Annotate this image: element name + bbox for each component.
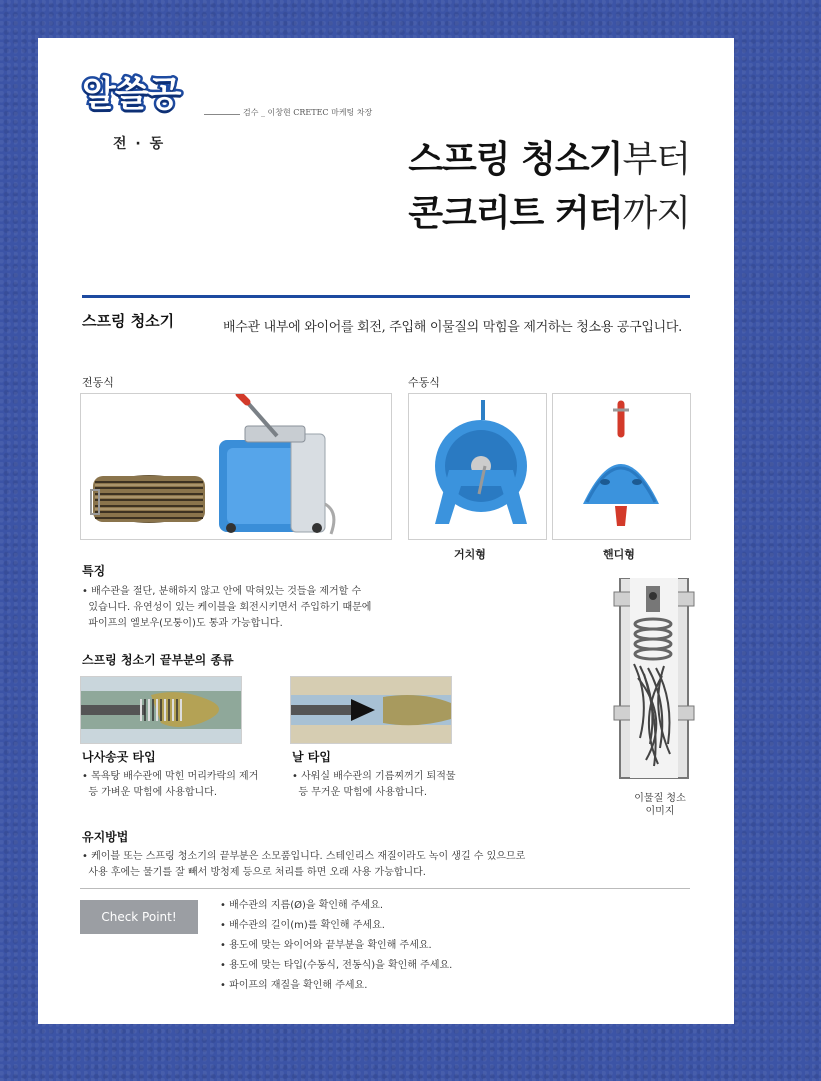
features-heading: 특징 [82,564,106,578]
page-title-line2 [408,193,690,234]
blade-tip-illustration [291,677,451,743]
blade-tip-image [290,676,452,744]
stand-type-image [408,393,547,540]
blue-machine-body-icon [219,394,334,534]
blade-tip-text [292,769,456,801]
screw-tip-title: 나사송곳 타입 [82,750,156,764]
debris-image-caption [610,792,710,818]
screw-tip-image [80,676,242,744]
electric-type-label: 전동식 [82,376,114,389]
blade-tip-line: • 사워실 배수관의 기름찌꺼기 퇴적물 [292,771,456,782]
checkpoint-item: • 용도에 맞는 타입(수동식, 전동식)을 확인해 주세요. [220,956,452,976]
checkpoint-item: • 파이프의 재질을 확인해 주세요. [220,976,452,996]
checkpoint-divider [80,888,690,889]
coiled-cable-icon [91,475,205,523]
title-line1-bold: 스프링 청소기 [408,139,623,180]
features-line: 파이프의 엘보우(모퉁이)도 통과 가능합니다. [82,618,283,629]
review-credit: 검수 _ 이창현 CRETEC 마케팅 차장 [243,108,373,117]
logo-subtitle: 전 · 동 [113,136,166,152]
page-title-line1 [408,139,690,180]
checkpoint-item: • 배수관의 지름(Ø)을 확인해 주세요. [220,896,452,916]
manual-type-label: 수동식 [408,376,440,389]
title-line2-bold: 콘크리트 커터 [408,193,623,234]
maintenance-line: 사용 후에는 물기를 잘 빼서 방청제 등으로 처리를 하면 오래 사용 가능합니다. [82,867,426,878]
stand-type-caption: 거치형 [454,548,486,561]
title-line1-thin: 부터 [622,139,690,180]
maintenance-line: • 케이블 또는 스프링 청소기의 끝부분은 소모품입니다. 스테인리스 재질이라도 녹이 생길 수 있으므로 [82,851,526,862]
handy-type-image [552,393,691,540]
credit-divider [204,114,240,115]
handy-type-caption: 핸디형 [603,548,635,561]
debris-caption-line: 이물질 청소 [634,793,686,804]
screw-tip-line: • 목욕탕 배수관에 막힌 머리카락의 제거 [82,771,259,782]
blade-tip-line: 등 무거운 막힘에 사용합니다. [292,787,427,798]
screw-tip-line: 등 가벼운 막힘에 사용합니다. [82,787,217,798]
electric-cleaner-illustration [81,394,391,539]
screw-tip-text [82,769,258,801]
debris-cleaning-image [610,578,700,788]
section-description: 배수관 내부에 와이어를 회전, 주입해 이물질의 막힘을 제거하는 청소용 공구입니다. [223,320,682,335]
article-page [38,38,734,1024]
pipe-cross-section-illustration [610,578,700,788]
features-line: 있습니다. 유연성이 있는 케이블을 회전시키면서 주입하기 때문에 [82,602,372,613]
blade-tip-title: 날 타입 [292,750,331,764]
checkpoint-list [220,896,452,996]
debris-caption-line: 이미지 [645,806,675,817]
section-heading: 스프링 청소기 [82,312,175,330]
features-line: • 배수관을 절단, 분해하지 않고 안에 막혀있는 것들을 제거할 수 [82,586,362,597]
stand-type-drum-illustration [409,394,546,539]
maintenance-heading: 유지방법 [82,830,129,844]
checkpoint-item: • 배수관의 길이(m)를 확인해 주세요. [220,916,452,936]
check-point-button[interactable]: Check Point! [80,900,198,934]
checkpoint-item: • 용도에 맞는 와이어와 끝부분을 확인해 주세요. [220,936,452,956]
features-text [82,584,371,632]
screw-tip-illustration [81,677,241,743]
maintenance-text [82,849,525,881]
magazine-logo: 알쓸공 [82,75,181,115]
handy-type-cleaner-illustration [553,394,690,539]
section-divider [82,295,690,298]
tip-types-heading: 스프링 청소기 끝부분의 종류 [82,653,234,667]
title-line2-thin: 까지 [622,193,690,234]
electric-cleaner-image [80,393,392,540]
